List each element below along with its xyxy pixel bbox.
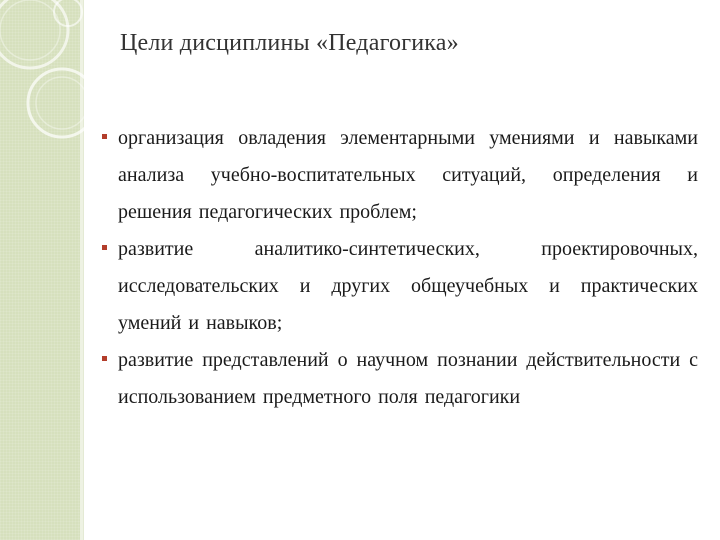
square-bullet-icon [102,134,107,139]
list-item [102,342,698,416]
bullet-list [102,120,698,416]
square-bullet-icon [102,356,107,361]
list-item-text: организация овладения элементарными умениями и навыками анализа учебно-воспитательных ситуаций, определения и решения педагогических проблем; [118,127,698,223]
list-item [102,231,698,342]
list-item-text: развитие представлений о научном познании действительности с использованием предметного поля педагогики [118,349,698,408]
list-item [102,120,698,231]
square-bullet-icon [102,245,107,250]
slide-title: Цели дисциплины «Педагогика» [120,30,459,56]
list-item-text: развитие аналитико-синтетических, проектировочных, исследовательских и других общеучебных и практических умений и навыков; [118,238,698,334]
